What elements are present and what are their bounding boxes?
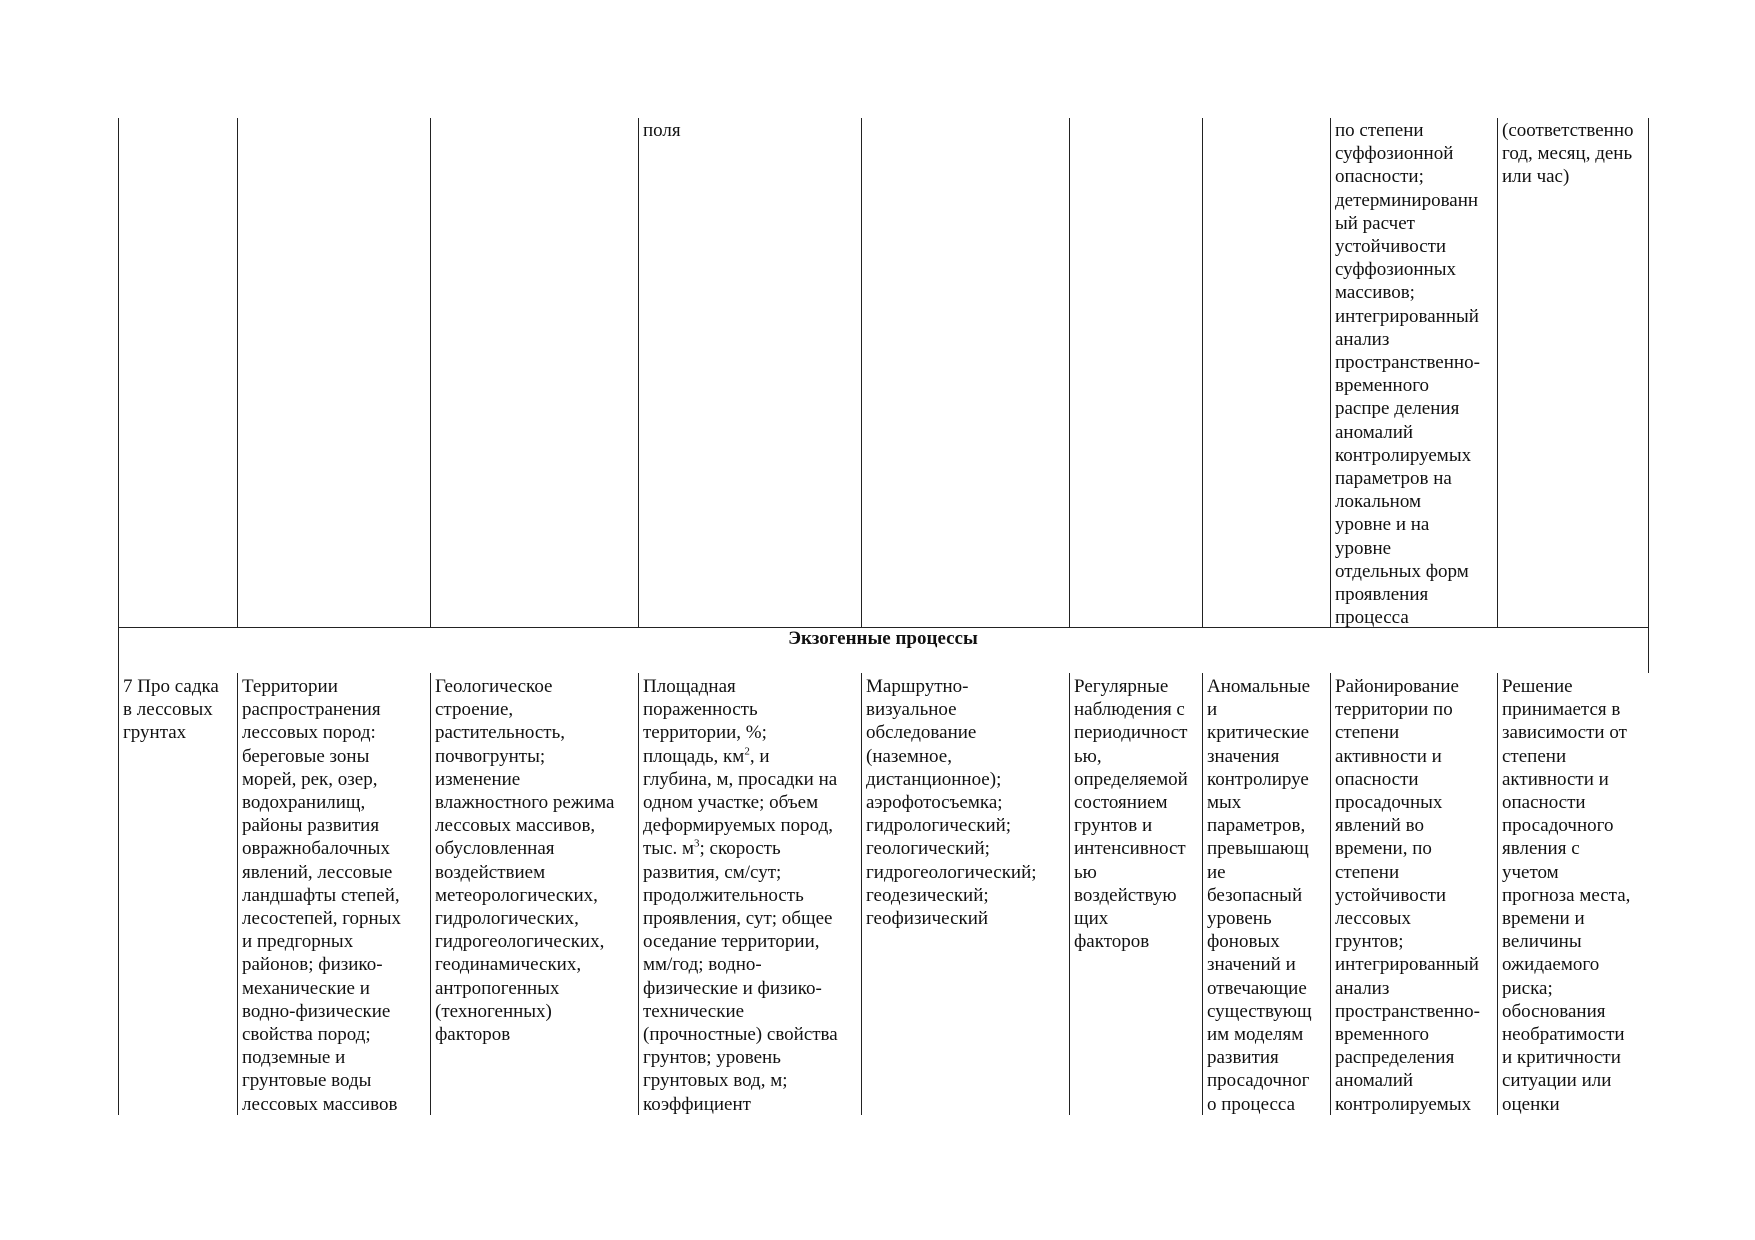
top-row-cell-col9: по степени суффозионной опасности; детерминированн ый расчет устойчивости суффозионных массивов; интегрированный анализ пространственно- временного распре деления аномалий контролируемых параметров на локальном уровне и на уровне отдельных форм проявления процесса — [1335, 120, 1480, 627]
km2-superscript: 2 — [744, 745, 750, 758]
row7-cell-anomalies: Аномальные и критические значения контролируе мых параметров, превышающ ие безопасный уровень фоновых значений и отвечающие существующ им моделям развития просадочног о процесса — [1207, 676, 1312, 1115]
row7-cell-decision: Решение принимается в зависимости от степени активности и опасности просадочного явления с учетом прогноза места, времени и величины ожидаемого риска; обоснования необратимости и критичности ситуации или оценки — [1502, 676, 1631, 1115]
column-divider — [1497, 118, 1498, 627]
parameters-text-1: Площадная пораженность территории, %; площадь, км — [643, 676, 767, 767]
row7-cell-periodicity: Регулярные наблюдения с периодичност ью, определяемой состоянием грунтов и интенсивност ью воздействую щих факторов — [1074, 676, 1188, 953]
section-title: Экзогенные процессы — [788, 628, 978, 649]
parameters-text-2: , и глубина, м, просадки на одном участке; объем деформируемых пород, тыс. м — [643, 745, 838, 860]
row7-cell-parameters — [643, 675, 860, 1115]
column-divider — [638, 673, 639, 1115]
column-divider — [861, 673, 862, 1115]
column-divider — [1497, 673, 1498, 1115]
column-divider — [1330, 118, 1331, 627]
column-divider — [1069, 673, 1070, 1115]
column-divider — [430, 118, 431, 627]
column-divider — [237, 118, 238, 627]
column-divider — [861, 118, 862, 627]
column-divider — [430, 673, 431, 1115]
row7-cell-process: 7 Про садка в лессовых грунтах — [123, 676, 219, 744]
top-row-cell-col4: поля — [643, 120, 681, 141]
row7-cell-zoning: Районирование территории по степени активности и опасности просадочных явлений во времени, по степени устойчивости лессовых грунтов; интегрированный анализ пространственно- временного распределения аномалий контролируемых — [1335, 676, 1480, 1115]
parameters-text-3: ; скорость развития, см/сут; продолжительность проявления, сут; общее оседание территории, мм/год; водно- физические и физико- технические (прочностные) свойства грунтов; уровень грунтовых вод, м; коэффициент — [643, 838, 838, 1115]
row7-cell-factors: Геологическое строение, растительность, почвогрунты; изменение влажностного режима лессовых массивов, обусловленная воздействием метеорологических, гидрологических, гидрогеологических, геодинамических, антропогенных (техногенных) факторов — [435, 676, 615, 1046]
column-divider — [237, 673, 238, 1115]
m3-superscript: 3 — [694, 838, 700, 851]
row7-cell-territories: Территории распространения лессовых пород: береговые зоны морей, рек, озер, водохранилищ, районы развития овражнобалочных явлений, лессовые ландшафты степей, лесостепей, горных и предгорных районов; физико- механические и водно-физические свойства пород; подземные и грунтовые воды лессовых массивов — [242, 676, 401, 1115]
row7-cell-methods: Маршрутно- визуальное обследование (наземное, дистанционное); аэрофотосъемка; гидрологический; геологический; гидрогеологический; геодезический; геофизический — [866, 676, 1037, 930]
top-row-cell-col10: (соответственно год, месяц, день или час) — [1502, 120, 1634, 188]
table-border-left — [118, 118, 119, 673]
column-divider — [1069, 118, 1070, 627]
table-border-right — [1648, 118, 1649, 673]
column-divider — [1202, 118, 1203, 627]
column-divider — [1202, 673, 1203, 1115]
column-divider — [638, 118, 639, 627]
column-divider — [1330, 673, 1331, 1115]
table-border-left — [118, 673, 119, 1115]
